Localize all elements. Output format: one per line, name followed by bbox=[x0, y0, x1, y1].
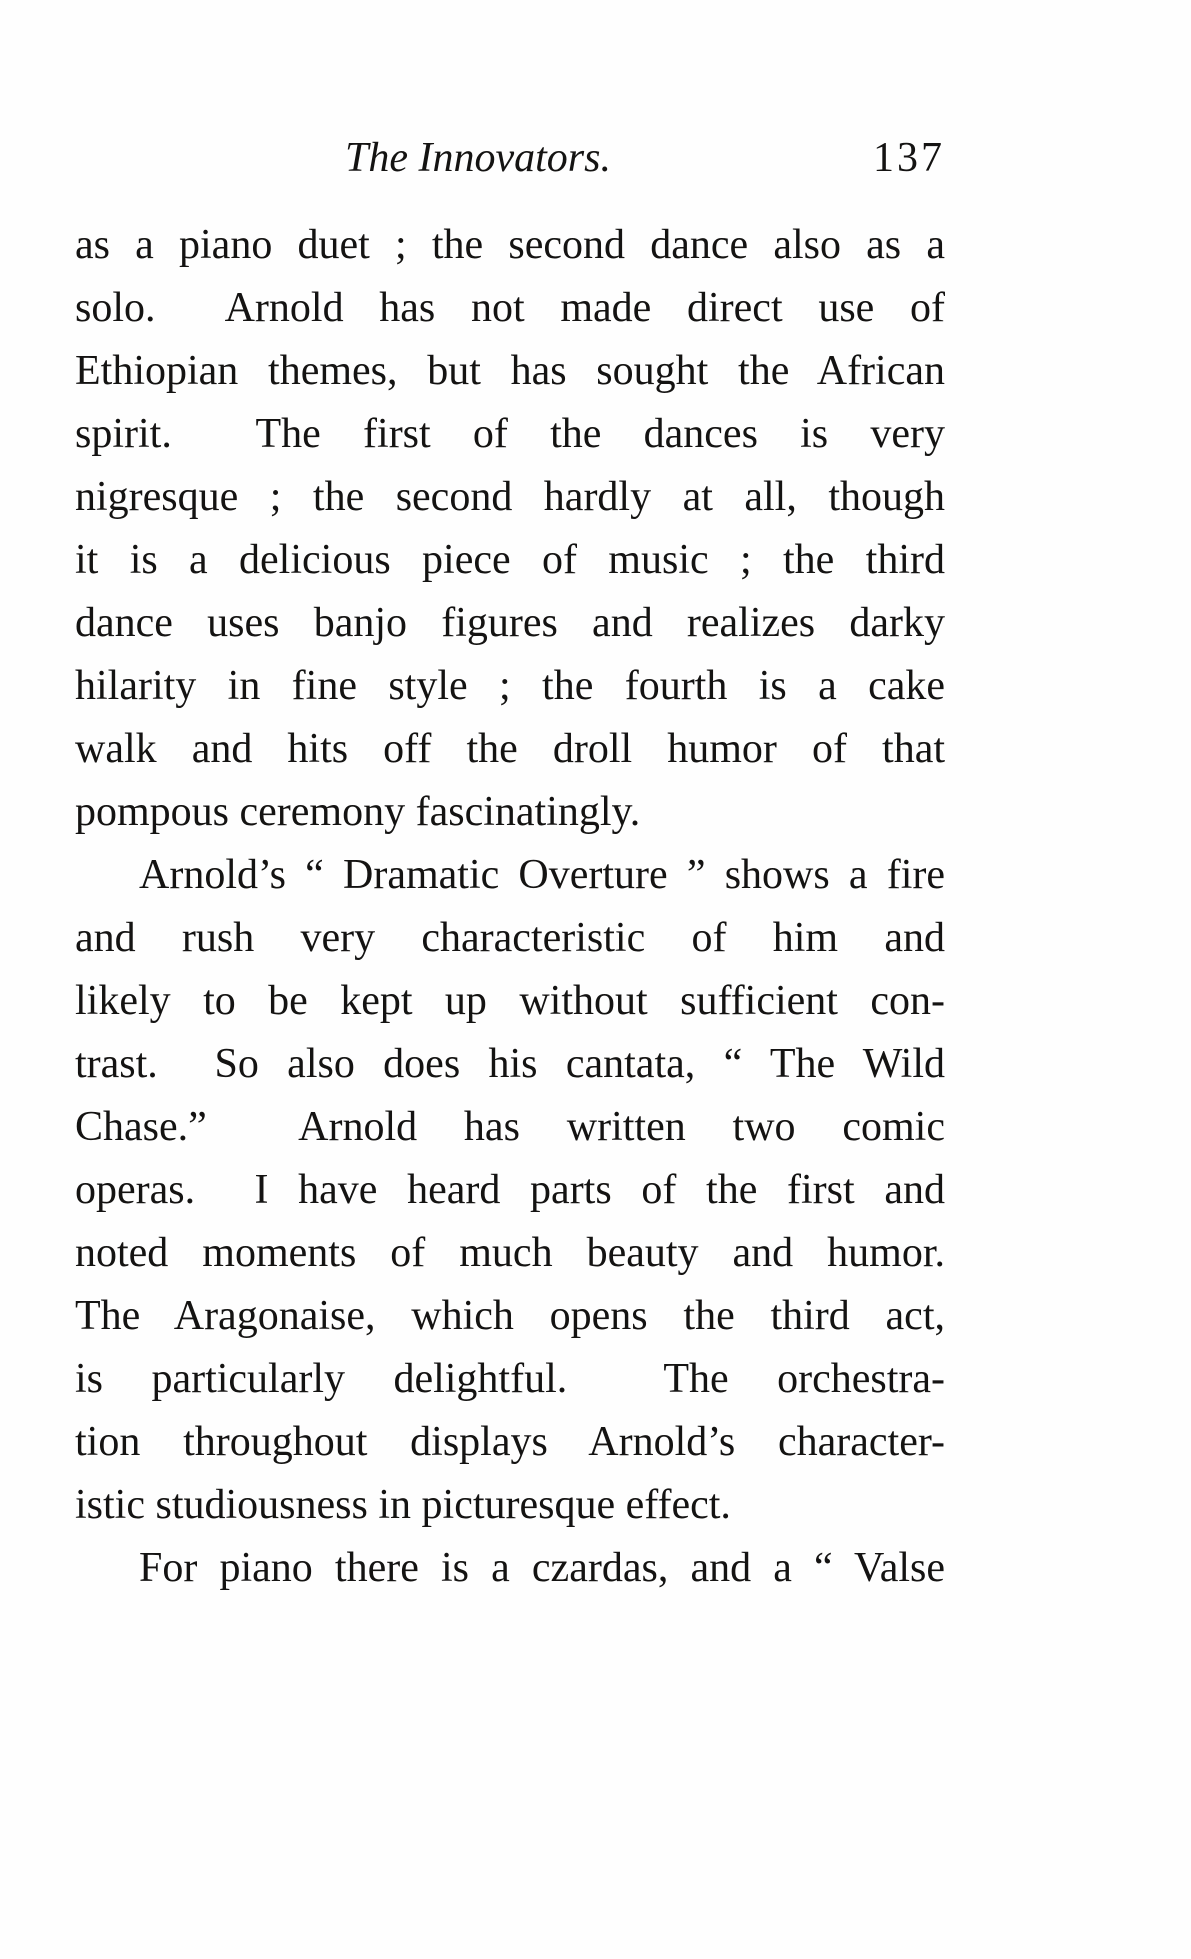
text-line: nigresque ; the second hardly at all, though bbox=[75, 474, 945, 520]
text-line: and rush very characteristic of him and bbox=[75, 915, 945, 961]
text-line: trast. So also does his cantata, “ The Wild bbox=[75, 1041, 945, 1087]
text-line: noted moments of much beauty and humor. bbox=[75, 1230, 945, 1276]
text-line: Chase.” Arnold has written two comic bbox=[75, 1104, 945, 1150]
text-line: pompous ceremony fascinatingly. bbox=[75, 789, 641, 835]
text-line: likely to be kept up without sufficient con- bbox=[75, 978, 945, 1024]
text-line: tion throughout displays Arnold’s character- bbox=[75, 1419, 945, 1465]
paragraph bbox=[75, 1537, 945, 1600]
text-line: dance uses banjo figures and realizes darky bbox=[75, 600, 945, 646]
text-line: operas. I have heard parts of the first and bbox=[75, 1167, 945, 1213]
paragraph bbox=[75, 844, 945, 1537]
text-line: Ethiopian themes, but has sought the African bbox=[75, 348, 945, 394]
text-line: as a piano duet ; the second dance also as a bbox=[75, 222, 945, 268]
text-line: walk and hits off the droll humor of that bbox=[75, 726, 945, 772]
text-block bbox=[75, 214, 945, 1600]
running-title: The Innovators. bbox=[345, 135, 611, 181]
text-line: is particularly delightful. The orchestra- bbox=[75, 1356, 945, 1402]
text-line: istic studiousness in picturesque effect. bbox=[75, 1482, 731, 1528]
text-line: hilarity in fine style ; the fourth is a cake bbox=[75, 663, 945, 709]
text-line: it is a delicious piece of music ; the third bbox=[75, 537, 945, 583]
page-header bbox=[75, 126, 945, 190]
text-line: solo. Arnold has not made direct use of bbox=[75, 285, 945, 331]
paragraph bbox=[75, 214, 945, 844]
text-line: spirit. The first of the dances is very bbox=[75, 411, 945, 457]
text-line: For piano there is a czardas, and a “ Valse bbox=[139, 1545, 945, 1591]
text-line: The Aragonaise, which opens the third act, bbox=[75, 1293, 945, 1339]
page-number: 137 bbox=[873, 135, 945, 181]
text-line: Arnold’s “ Dramatic Overture ” shows a fire bbox=[139, 852, 945, 898]
